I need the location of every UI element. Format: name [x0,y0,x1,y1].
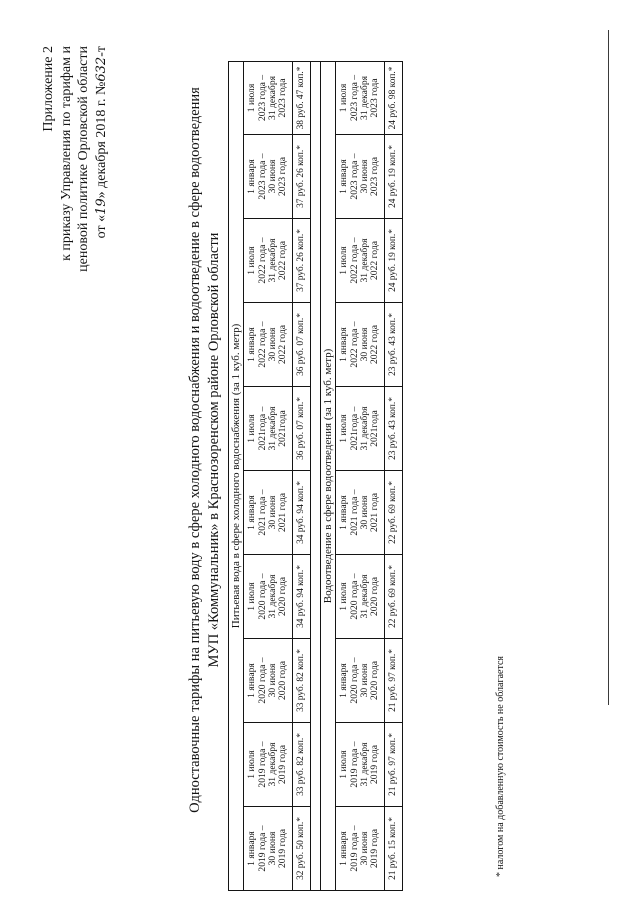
period-line: 1 июля [338,83,350,113]
tariff-value-cell: 24 руб. 19 коп.* [385,135,403,219]
period-line: 1 января [338,159,350,194]
period-line: 2022 года [369,325,381,364]
period-cell [336,135,385,219]
period-line: 2021года – [348,406,360,451]
period-line: 1 января [246,663,258,698]
period-line: 31 декабря [359,238,370,283]
period-line: 1 июля [338,246,350,275]
period-line: 1 января [338,327,350,362]
period-line: 30 июня [267,495,278,530]
period-line: 31 декабря [359,742,370,787]
period-line: 30 июня [359,831,370,866]
tariff-value-cell: 21 руб. 97 коп.* [385,639,403,723]
period-cell [244,135,293,219]
period-cell [244,807,293,891]
tariff-value-cell: 23 руб. 43 коп.* [385,303,403,387]
period-cell [336,471,385,555]
period-line: 1 января [338,495,350,530]
tariff-value-cell: 22 руб. 69 коп.* [385,555,403,639]
period-line: 31 декабря [267,238,278,283]
period-cell [336,807,385,891]
period-line: 30 июня [267,831,278,866]
period-line: 30 июня [359,327,370,362]
period-line: 2020 года – [256,657,268,704]
section-spacer-cell [311,61,321,890]
section-spacer [311,61,321,890]
period-line: 1 июля [338,414,350,443]
sewer-periods-row [336,61,385,890]
period-line: 30 июня [267,327,278,362]
appendix-authority-line: ценовой политике Орловской области [76,46,91,272]
period-line: 2020 года [369,661,381,700]
period-cell [244,387,293,471]
period-line: 2023 года [369,78,381,118]
period-line: 2022 года [369,241,381,280]
period-line: 1 января [246,495,258,530]
water-values-row [293,61,311,890]
period-line: 1 июля [246,83,258,113]
period-line: 2021года [277,410,289,447]
period-line: 2021года [369,410,381,447]
period-line: 2022 года – [348,237,360,284]
period-line: 2019 года [277,745,289,784]
period-cell [244,639,293,723]
period-cell [244,723,293,807]
period-line: 2019 года – [348,741,360,788]
period-line: 2022 года [277,241,289,280]
period-line: 2022 года – [256,237,268,284]
period-line: 2019 года – [256,741,268,788]
period-cell [244,471,293,555]
period-line: 1 января [246,159,258,194]
title-line-1: Одноставочные тарифы на питьевую воду в сфере холодного водоснабжения и водоотведение в сфере водоотведения [187,87,203,813]
tariff-value-cell: 34 руб. 94 коп.* [293,471,311,555]
period-line: 31 декабря [267,574,278,619]
period-line: 2020 года – [348,657,360,704]
period-line: 31 декабря [267,75,278,120]
appendix-date-line [93,46,111,406]
period-line: 2021 года [369,493,381,532]
period-line: 2020 года [277,577,289,616]
tariff-value-cell: 22 руб. 69 коп.* [385,471,403,555]
period-line: 1 июля [338,750,350,779]
period-cell [336,387,385,471]
period-line: 2019 года [369,745,381,784]
tariff-value-cell: 37 руб. 26 коп.* [293,219,311,303]
period-line: 2022 года – [348,321,360,368]
period-cell [336,723,385,807]
period-line: 2019 года – [348,825,360,872]
tariff-value-cell: 23 руб. 43 коп.* [385,387,403,471]
handwritten-order-number: 632 [93,56,109,82]
period-line: 1 июля [246,246,258,275]
tariff-value-cell: 21 руб. 97 коп.* [385,723,403,807]
period-line: 1 января [338,663,350,698]
period-line: 2023 года – [348,153,360,200]
period-cell [336,639,385,723]
period-line: 1 июля [246,750,258,779]
water-periods-row [244,61,293,890]
period-line: 30 июня [267,663,278,698]
period-line: 1 января [246,327,258,362]
period-line: 2023 года – [348,74,360,122]
tariff-value-cell: 21 руб. 15 коп.* [385,807,403,891]
period-line: 2020 года – [256,573,268,620]
period-line: 2021 года [277,493,289,532]
sewer-section-heading: Водоотведение в сфере водоотведения (за 1 куб. метр) [321,61,336,890]
sewer-values-row [385,61,403,890]
period-line: 2023 года – [256,153,268,200]
period-line: 31 декабря [359,75,370,120]
period-line: 1 января [246,831,258,866]
period-line: 2023 года [277,78,289,118]
period-line: 1 июля [338,582,350,611]
period-line: 31 декабря [267,406,278,451]
period-cell [336,303,385,387]
tariff-value-cell: 24 руб. 19 коп.* [385,219,403,303]
appendix-order-line: к приказу Управления по тарифам и [58,46,74,261]
water-heading-row [229,61,244,890]
period-line: 2021 года – [348,489,360,536]
period-line: 2023 года – [256,74,268,122]
document-title [186,55,224,845]
period-line: 2020 года – [348,573,360,620]
period-cell [244,219,293,303]
period-line: 31 декабря [359,574,370,619]
period-line: 2022 года – [256,321,268,368]
period-cell [244,61,293,134]
appendix-header [40,46,110,406]
title-line-2: МУП «Коммунальник» в Краснозоренском районе Орловской области [206,232,222,668]
date-prefix: от « [93,214,109,239]
period-line: 2021года – [256,406,268,451]
tariff-value-cell: 38 руб. 47 коп.* [293,61,311,134]
date-suffix: -т [93,46,109,57]
tariff-table [228,61,403,891]
period-cell [336,219,385,303]
period-line: 2020 года [369,577,381,616]
period-line: 30 июня [267,159,278,194]
period-line: 2019 года – [256,825,268,872]
tariff-value-cell: 33 руб. 82 коп.* [293,639,311,723]
period-cell [244,555,293,639]
tariff-value-cell: 36 руб. 07 коп.* [293,387,311,471]
period-line: 30 июня [359,663,370,698]
period-line: 31 декабря [267,742,278,787]
period-line: 2022 года [277,325,289,364]
tariff-value-cell: 37 руб. 26 коп.* [293,135,311,219]
tariff-value-cell: 32 руб. 50 коп.* [293,807,311,891]
period-cell [336,61,385,134]
appendix-number: Приложение 2 [41,46,56,132]
date-middle: » декабря 2018 г. № [93,81,109,199]
period-line: 30 июня [359,159,370,194]
period-line: 2020 года [277,661,289,700]
period-line: 2019 года [277,829,289,868]
footnote: * налогом на добавленную стоимость не облагается [495,656,506,877]
period-line: 1 января [338,831,350,866]
handwritten-day: 19 [93,198,109,215]
period-line: 2023 года [369,157,381,196]
tariff-value-cell: 33 руб. 82 коп.* [293,723,311,807]
period-line: 1 июля [246,414,258,443]
period-line: 31 декабря [359,406,370,451]
period-line: 2023 года [277,157,289,196]
tariff-value-cell: 34 руб. 94 коп.* [293,555,311,639]
period-line: 30 июня [359,495,370,530]
period-cell [336,555,385,639]
tariff-value-cell: 24 руб. 98 коп.* [385,61,403,134]
period-line: 1 июля [246,582,258,611]
tariff-value-cell: 36 руб. 07 коп.* [293,303,311,387]
period-cell [244,303,293,387]
period-line: 2021 года – [256,489,268,536]
water-section-heading: Питьевая вода в сфере холодного водоснабжения (за 1 куб. метр) [229,61,244,890]
period-line: 2019 года [369,829,381,868]
scan-edge-line [608,30,609,705]
sewer-heading-row [321,61,336,890]
